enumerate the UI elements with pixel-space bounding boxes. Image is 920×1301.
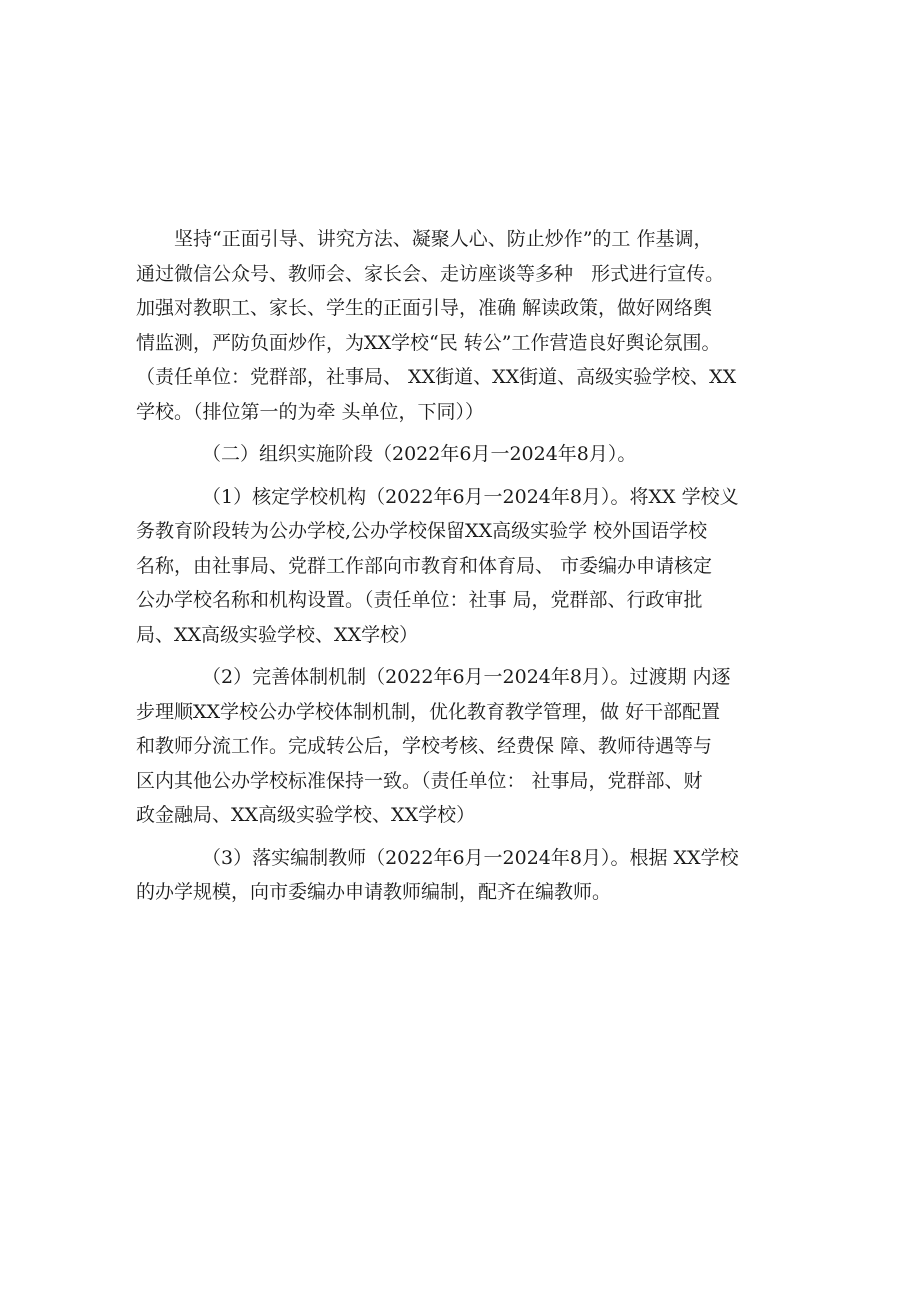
- section-heading-implementation: [136, 437, 792, 472]
- text-line: 情监测，严防负面炒作，为XX学校“民 转公”工作营造良好舆论氛围。: [136, 331, 721, 354]
- text-line: 步理顺XX学校公办学校体制机制，优化教育教学管理，做 好干部配置: [136, 700, 721, 723]
- document-body: [136, 222, 792, 910]
- text-line: 和教师分流工作。完成转公后，学校考核、经费保 障、教师待遇等与: [136, 735, 713, 757]
- text-line: （责任单位：党群部，社事局、 XX街道、XX街道、高级实验学校、XX: [136, 366, 737, 388]
- paragraph-publicity: [136, 222, 792, 429]
- paragraph-item-2: [136, 660, 792, 833]
- text-line: （二）组织实施阶段（2022年6月一2024年8月）。: [202, 443, 637, 465]
- text-line: 公办学校名称和机构设置。（责任单位：社事 局，党群部、行政审批: [136, 589, 703, 611]
- text-line: 加强对教职工、家长、学生的正面引导，准确 解读政策，做好网络舆: [136, 297, 713, 319]
- paragraph-item-1: [136, 480, 792, 653]
- text-line: （2）完善体制机制（2022年6月一2024年8月）。过渡期 内逐: [202, 666, 731, 688]
- paragraph-item-3: [136, 841, 792, 910]
- text-line: 名称，由社事局、党群工作部向市教育和体育局、 市委编办申请核定: [136, 554, 713, 577]
- text-line: （1）核定学校机构（2022年6月一2024年8月）。将XX 学校义: [202, 485, 739, 508]
- text-line: 局、XX高级实验学校、XX学校）: [136, 623, 419, 646]
- text-line: 政金融局、XX高级实验学校、XX学校）: [136, 804, 476, 826]
- text-line: 通过微信公众号、教师会、家长会、走访座谈等多种 形式进行宣传。: [136, 262, 725, 285]
- text-line: 坚持“正面引导、讲究方法、凝聚人心、防止炒作”的工 作基调，: [174, 228, 713, 250]
- text-line: （3）落实编制教师（2022年6月一2024年8月）。根据 XX学校: [202, 846, 739, 869]
- text-line: 务教育阶段转为公办学校,公办学校保留XX高级实验学 校外国语学校: [136, 520, 708, 542]
- text-line: 区内其他公办学校标准保持一致。（责任单位： 社事局，党群部、财: [136, 769, 703, 792]
- text-line: 的办学规模，向市委编办申请教师编制，配齐在编教师。: [136, 881, 612, 903]
- text-line: 学校。（排位第一的为牵 头单位，下同））: [136, 400, 485, 423]
